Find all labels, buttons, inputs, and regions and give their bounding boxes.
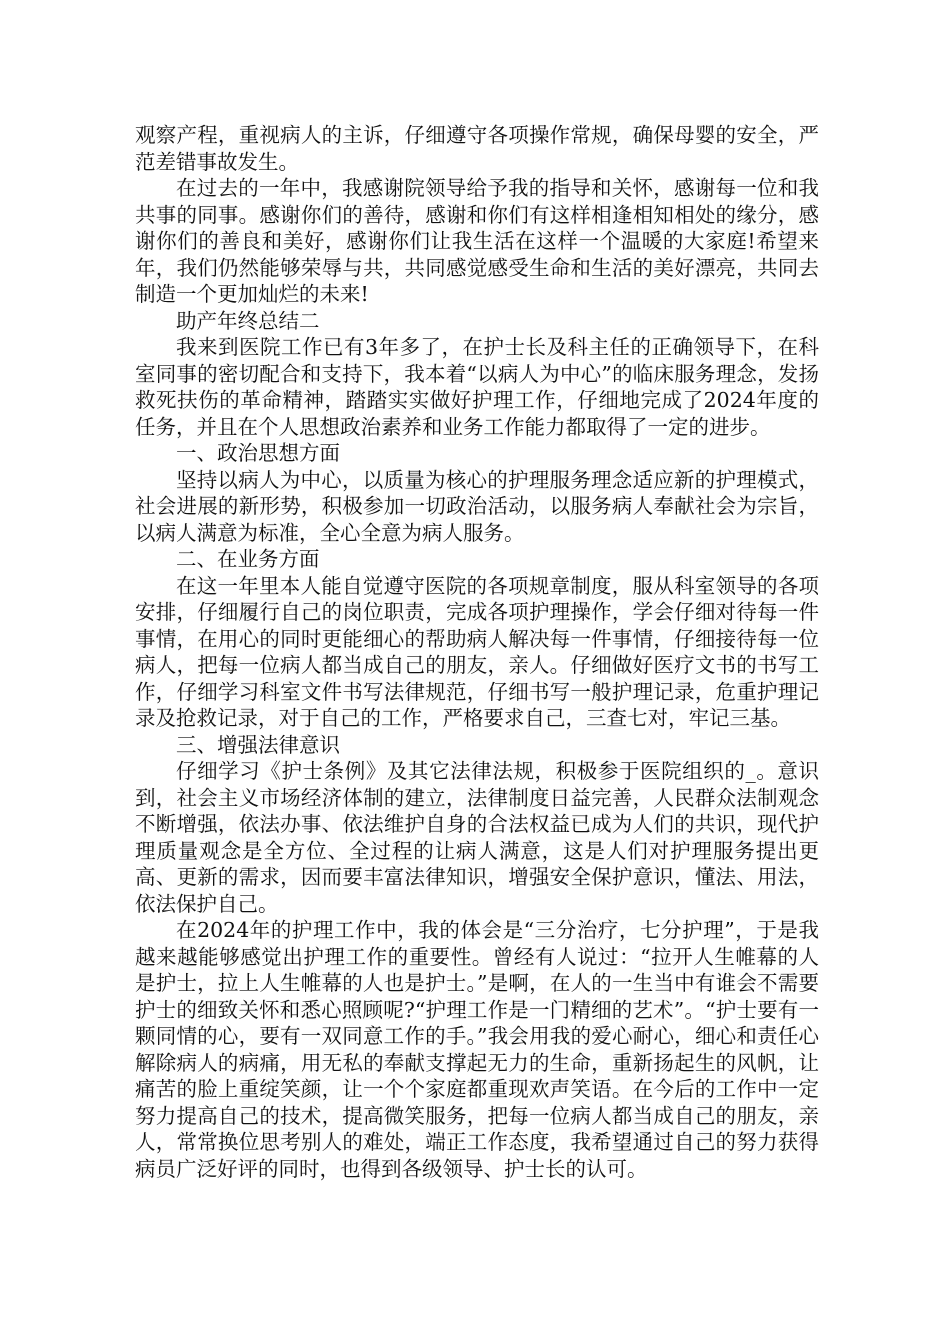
section-heading-legal: 三、增强法律意识 bbox=[176, 732, 340, 757]
section-title-summary-two: 助产年终总结二 bbox=[176, 308, 320, 333]
section-heading-political: 一、政治思想方面 bbox=[176, 441, 340, 465]
paragraph-legal: 仔细学习《护士条例》及其它法律法规，积极参于医院组织的_。意识到，社会主义市场经济体制的建立，法律制度日益完善，人民群众法制观念不断增强，依法办事、依法维护自身的合法权益已成为人们的共识，现代护理质量观念是全方位、全过程的让病人满意，这是人们对护理服务提出更高、更新的需求，因而要丰富法律知识，增强安全保护意识，懂法、用法，依法保护自己。 bbox=[135, 759, 819, 916]
paragraph-2: 在过去的一年中，我感谢院领导给予我的指导和关怀，感谢每一位和我共事的同事。感谢你们的善待，感谢和你们有这样相逢相知相处的缘分，感谢你们的善良和美好，感谢你们让我生活在这样一个温暖的大家庭!希望来年，我们仍然能够荣辱与共，共同感觉感受生命和生活的美好漂亮，共同去制造一个更加灿烂的未来! bbox=[135, 176, 819, 306]
paragraph-political: 坚持以病人为中心，以质量为核心的护理服务理念适应新的护理模式，社会进展的新形势，积极参加一切政治活动，以服务病人奉献社会为宗旨，以病人满意为标准，全心全意为病人服务。 bbox=[135, 467, 819, 545]
paragraph-reflection: 在2024年的护理工作中，我的体会是“三分治疗，七分护理”，于是我越来越能够感觉出护理工作的重要性。曾经有人说过：“拉开人生帷幕的人是护士，拉上人生帷幕的人也是护士。”是啊，在人的一生当中有谁会不需要护士的细致关怀和悉心照顾呢?“护理工作是一门精细的艺术”。“护士要有一颗同情的心，要有一双同意工作的手。”我会用我的爱心耐心，细心和责任心解除病人的病痛，用无私的奉献支撑起无力的生命，重新扬起生的风帆，让痛苦的脸上重绽笑颜，让一个个家庭都重现欢声笑语。在今后的工作中一定努力提高自己的技术，提高微笑服务，把每一位病人都当成自己的朋友，亲人，常常换位思考别人的难处，端正工作态度，我希望通过自己的努力获得病员广泛好评的同时，也得到各级领导、护士长的认可。 bbox=[135, 918, 819, 1181]
section-heading-business: 二、在业务方面 bbox=[176, 547, 320, 571]
paragraph-1: 观察产程，重视病人的主诉，仔细遵守各项操作常规，确保母婴的安全，严范差错事故发生。 bbox=[135, 123, 819, 174]
paragraph-intro: 我来到医院工作已有3年多了，在护士长及科主任的正确领导下，在科室同事的密切配合和支持下，我本着“以病人为中心”的临床服务理念，发扬救死扶伤的革命精神，踏踏实实做好护理工作，仔细地完成了2024年度的任务，并且在个人思想政治素养和业务工作能力都取得了一定的进步。 bbox=[135, 335, 819, 439]
document-body bbox=[135, 122, 819, 1182]
paragraph-business: 在这一年里本人能自觉遵守医院的各项规章制度，服从科室领导的各项安排，仔细履行自己的岗位职责，完成各项护理操作，学会仔细对待每一件事情，在用心的同时更能细心的帮助病人解决每一件事情，仔细接待每一位病人，把每一位病人都当成自己的朋友，亲人。仔细做好医疗文书的书写工作，仔细学习科室文件书写法律规范，仔细书写一般护理记录，危重护理记录及抢救记录，对于自己的工作，严格要求自己，三查七对，牢记三基。 bbox=[135, 573, 819, 730]
